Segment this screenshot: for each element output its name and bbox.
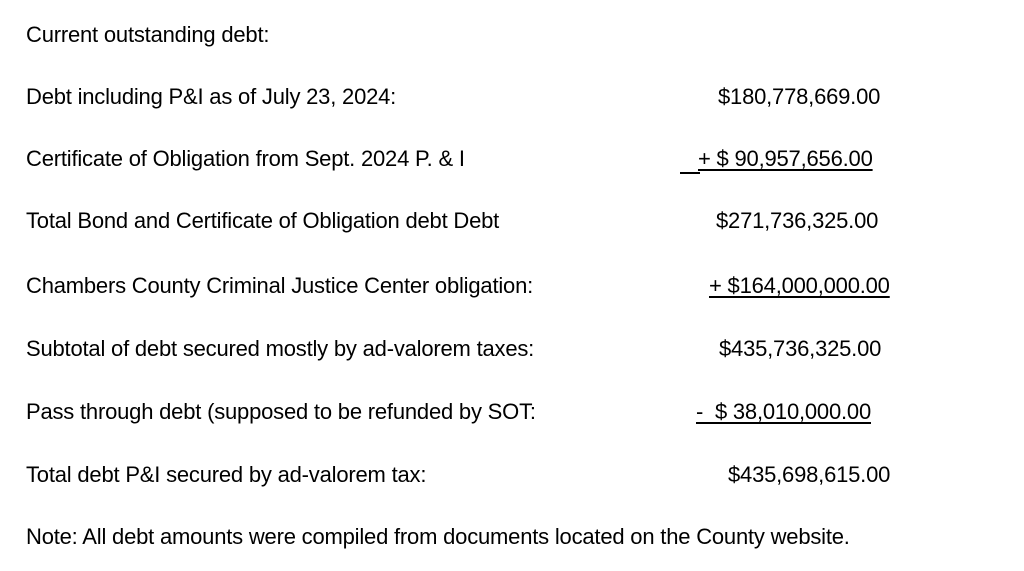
- row-amount-certificate-of-obligation: + $ 90,957,656.00: [698, 146, 873, 171]
- row-amount-total-bond-and-co-debt: $271,736,325.00: [716, 208, 879, 233]
- row-amount-debt-including-pi: $180,778,669.00: [718, 84, 881, 109]
- row-label-certificate-of-obligation: Certificate of Obligation from Sept. 2024 P. & I: [26, 146, 465, 171]
- document-heading: Current outstanding debt:: [26, 22, 270, 47]
- row-amount-subtotal-ad-valorem: $435,736,325.00: [719, 336, 882, 361]
- row-amount-pass-through-debt: - $ 38,010,000.00: [696, 399, 871, 424]
- row-label-debt-including-pi: Debt including P&I as of July 23, 2024:: [26, 84, 397, 109]
- document-note: Note: All debt amounts were compiled from documents located on the County website.: [26, 524, 850, 549]
- row-amount-criminal-justice-center: + $164,000,000.00: [709, 273, 890, 298]
- row-label-subtotal-ad-valorem: Subtotal of debt secured mostly by ad-valorem taxes:: [26, 336, 535, 361]
- row-label-total-bond-and-co-debt: Total Bond and Certificate of Obligation debt Debt: [26, 208, 500, 233]
- underline-segment: [680, 172, 700, 174]
- row-label-pass-through-debt: Pass through debt (supposed to be refunded by SOT:: [26, 399, 536, 424]
- row-amount-total-debt-ad-valorem: $435,698,615.00: [728, 462, 891, 487]
- row-label-total-debt-ad-valorem: Total debt P&I secured by ad-valorem tax:: [26, 462, 427, 487]
- row-label-criminal-justice-center: Chambers County Criminal Justice Center obligation:: [26, 273, 534, 298]
